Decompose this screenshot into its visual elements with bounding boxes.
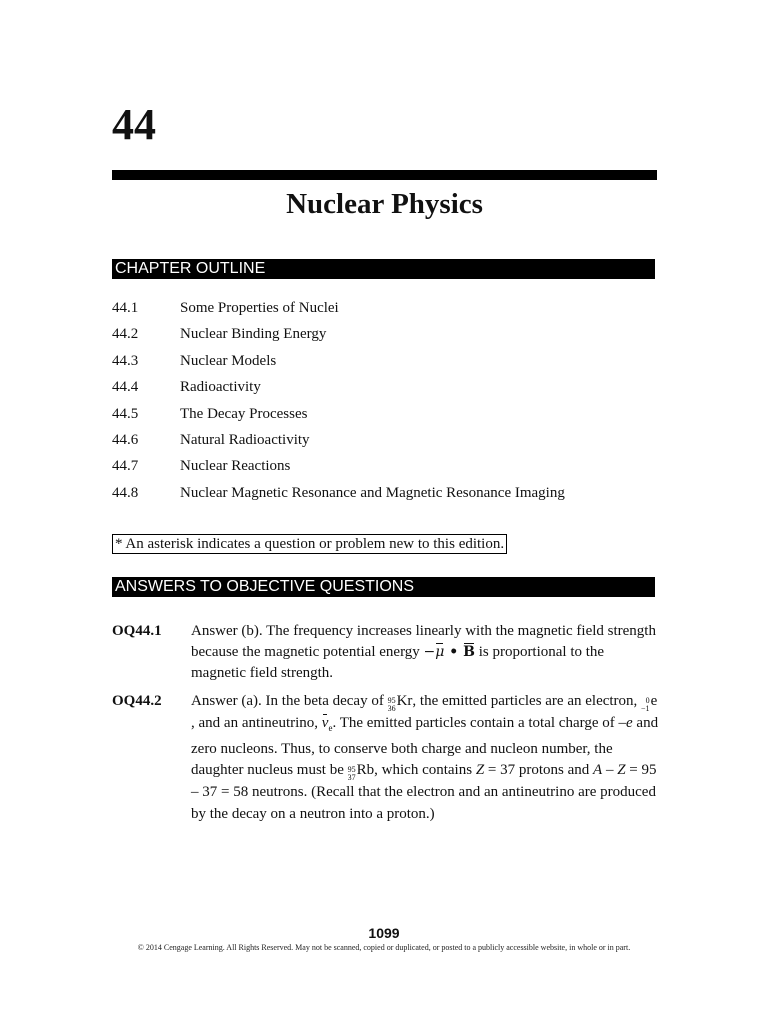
chapter-outline-list (112, 298, 672, 509)
outline-item-number: 44.5 (112, 405, 139, 422)
outline-item-number: 44.1 (112, 300, 139, 316)
outline-item (112, 298, 672, 324)
answer-label: OQ44.2 (112, 693, 162, 709)
answer-text-part: and zero nucleons. Thus, to conserve both charge and nucleon number, the daughter nucleus must be (191, 715, 659, 779)
outline-item-title: Nuclear Reactions (180, 458, 291, 475)
variable-z: Z (475, 762, 485, 779)
answer-text (191, 691, 660, 825)
answer-text-part: = 95 – 37 = 58 neutrons. (Recall that the electron and an antineutrino are produced by the decay on a neutron into a proton.) (191, 762, 657, 822)
outline-item-number: 44.7 (112, 458, 139, 475)
element-symbol: Kr (396, 693, 413, 709)
atomic-number: 36 (387, 704, 396, 713)
element-symbol: Rb (356, 762, 375, 779)
variable-a: A (593, 762, 603, 779)
answer-label: OQ44.1 (112, 623, 162, 639)
outline-item-title: Natural Radioactivity (180, 431, 310, 448)
variable-z: Z (617, 762, 626, 779)
answer-text-part: . The emitted particles contain a total charge of (332, 715, 619, 731)
outline-item-number: 44.6 (112, 431, 139, 448)
answer-oq44-1 (112, 621, 660, 684)
chapter-title: Nuclear Physics (286, 188, 483, 220)
element-symbol: e (650, 693, 658, 709)
outline-item-number: 44.4 (112, 379, 139, 396)
antineutrino-symbol (322, 713, 329, 734)
outline-item-title: Nuclear Magnetic Resonance and Magnetic Resonance Imaging (180, 484, 565, 501)
answer-oq44-2 (112, 691, 660, 825)
page-number: 1099 (368, 925, 400, 941)
answer-text-part: Answer (a). In the beta decay of (191, 693, 388, 709)
answer-text-part: , and an antineutrino, (191, 715, 322, 731)
charge-value: –e (618, 715, 633, 731)
mass-number: 95 (347, 765, 356, 775)
outline-item (112, 483, 672, 509)
mu-vector: μ (435, 642, 444, 663)
nu-subscript: e (328, 723, 333, 733)
mass-number: 0 (645, 696, 650, 705)
outline-item-title: Some Properties of Nuclei (180, 300, 339, 316)
answer-text-part: – (602, 762, 618, 779)
outline-item-title: Nuclear Binding Energy (180, 326, 327, 343)
nu-letter: v (321, 715, 329, 731)
rubidium-nuclide (348, 760, 375, 782)
answer-text-part: , which contains (374, 762, 476, 779)
chapter-number: 44 (112, 100, 156, 149)
copyright-notice: © 2014 Cengage Learning. All Rights Reserved. May not be scanned, copied or duplicated, or posted to a publicly accessible website, in whole or in part. (137, 943, 631, 952)
mass-number: 95 (387, 696, 396, 705)
outline-item-number: 44.2 (112, 326, 139, 343)
outline-item (112, 430, 672, 456)
outline-item-title: Radioactivity (180, 379, 261, 396)
answer-text-part: = 37 protons and (484, 762, 594, 779)
electron-nuclide (641, 691, 657, 713)
atomic-number: −1 (641, 704, 650, 713)
outline-item-title: Nuclear Models (180, 352, 277, 369)
answer-text-part: Answer (b). The frequency increases linearly with the magnetic field strength because the magnetic potential energy (191, 623, 656, 660)
answer-text-part: , the emitted particles are an electron, (412, 693, 642, 709)
answer-text-part: is proportional to the magnetic field strength. (191, 644, 605, 681)
outline-item (112, 351, 672, 377)
outline-item (112, 377, 672, 403)
minus-sign: − (423, 644, 436, 660)
chapter-rule (112, 170, 657, 180)
outline-item-number: 44.8 (112, 484, 139, 501)
objective-answers-heading: ANSWERS TO OBJECTIVE QUESTIONS (112, 577, 655, 597)
atomic-number: 37 (347, 773, 356, 783)
krypton-nuclide (388, 691, 413, 713)
b-vector: B (463, 642, 475, 663)
outline-item (112, 324, 672, 350)
dot-operator: • (444, 644, 464, 660)
outline-item-title: The Decay Processes (180, 405, 308, 422)
outline-item (112, 456, 672, 482)
answer-text (191, 621, 660, 684)
outline-item (112, 404, 672, 430)
potential-energy-expression (424, 644, 475, 660)
chapter-outline-heading: CHAPTER OUTLINE (112, 259, 655, 279)
outline-item-number: 44.3 (112, 352, 139, 369)
asterisk-note: * An asterisk indicates a question or problem new to this edition. (112, 534, 507, 554)
